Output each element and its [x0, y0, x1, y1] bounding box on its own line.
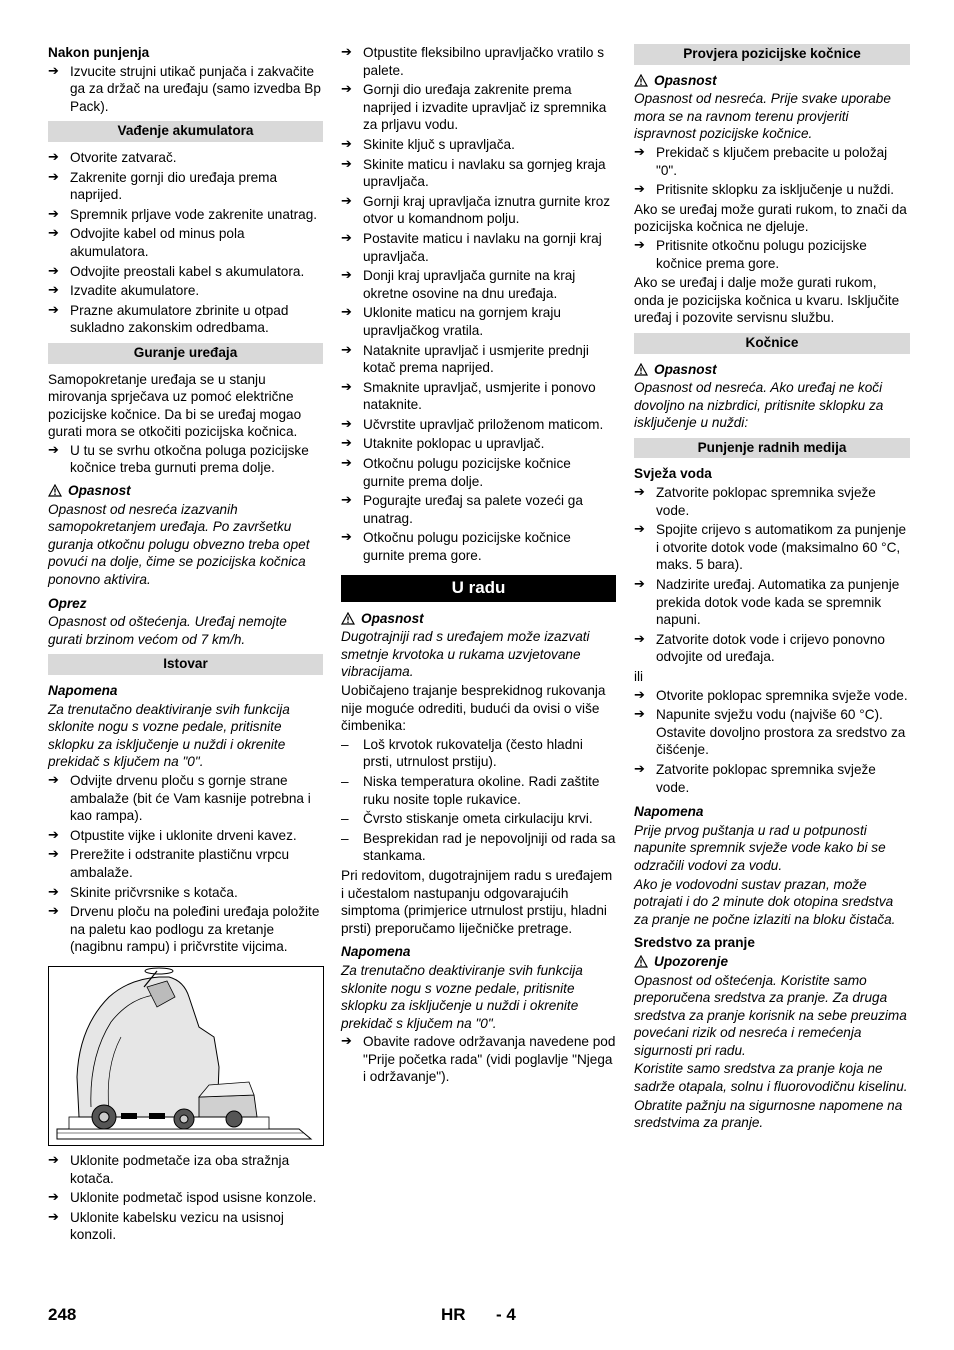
step: ➔ Gornji kraj upravljača iznutra gurnite kroz otvor u komandnom polju.	[341, 193, 616, 228]
column-2	[341, 44, 616, 1088]
step: ➔ Odvojite kabel od minus pola akumulatora.	[48, 225, 323, 260]
step: ➔ Drvenu ploču na poleđini uređaja položite na paletu kao podlogu za kretanje (nagibnu rampu) i pričvrstite vijcima.	[48, 903, 323, 956]
warning-text: Opasnost od nesreća izazvanih samopokretanjem uređaja. Po završetku guranja otkočnu polugu obvezno treba opet povući na dolje, čime se pozicijska kočnica ponovno aktivira.	[48, 501, 310, 588]
step: ➔ Pritisnite otkočnu polugu pozicijske kočnice prema gore.	[634, 237, 910, 272]
step: ➔ Uklonite podmetače iza oba stražnja kotača.	[48, 1152, 323, 1187]
step: ➔ Pritisnite sklopku za isključenje u nuždi.	[634, 181, 910, 199]
step: ➔ Spojite crijevo s automatikom za punjenje i otvorite dotok vode (maksimalno 60 °C, maks. 5 bara).	[634, 521, 910, 574]
step: ➔ Napunite svježu vodu (najviše 60 °C). Ostavite dovoljno prostora za sredstvo za čišćenje.	[634, 706, 910, 759]
warning-triangle-icon	[48, 484, 62, 497]
step: ➔ Otvorite zatvarač.	[48, 149, 323, 167]
section-provjera-pozicijske-kocnice: Provjera pozicijske kočnice	[634, 44, 910, 65]
step: ➔ Postavite maticu i navlaku na gornji kraj upravljača.	[341, 230, 616, 265]
note-label: Napomena	[634, 804, 704, 820]
section-kocnice: Kočnice	[634, 333, 910, 354]
warning-text: Opasnost od nesreća. Ako uređaj ne koči dovoljno na nizbrdici, pritisnite sklopku za isključenje u nuždi:	[634, 380, 884, 431]
step: ➔ Zatvorite dotok vode i crijevo ponovno odvojite od uređaja.	[634, 631, 910, 666]
step: ➔ Otkočnu polugu pozicijske kočnice gurnite prema dolje.	[341, 455, 616, 490]
step: ➔ Prerežite i odstranite plastičnu vrpcu ambalaže.	[48, 846, 323, 881]
step: ➔ Nataknite upravljač i usmjerite prednji kotač prema naprijed.	[341, 342, 616, 377]
step: ➔ Izvadite akumulatore.	[48, 282, 323, 300]
warning-heading	[634, 953, 910, 971]
step: ➔ Otpustite vijke i uklonite drveni kavez.	[48, 827, 323, 845]
warning-heading	[634, 72, 910, 90]
step: ➔ Uklonite podmetač ispod usisne konzole.	[48, 1189, 323, 1207]
step: ➔ U tu se svrhu otkočna poluga pozicijske kočnice treba gurnuti prema dolje.	[48, 442, 323, 477]
warning-label: Opasnost	[68, 483, 131, 499]
subheading-sredstvo-za-pranje: Sredstvo za pranje	[634, 935, 755, 951]
paragraph: Pri redovitom, dugotrajnijem radu s uređajem i učestalom nastupanju odgovarajućih simptoma (primjerice utrnulost prstiju, hladni prsti) preporučamo liječničke pretrage.	[341, 867, 613, 936]
step: ➔ Uklonite kabelsku vezicu na usisnoj konzoli.	[48, 1209, 323, 1244]
step: ➔ Otvorite poklopac spremnika svježe vode.	[634, 687, 910, 705]
paragraph: Ako se uređaj može gurati rukom, to znači da pozicijska kočnica ne djeluje.	[634, 201, 907, 235]
step: ➔ Obavite radove održavanja navedene pod "Prije početka rada" (vidi poglavlje "Njega i održavanje").	[341, 1033, 616, 1086]
section-page-number: - 4	[496, 1305, 516, 1324]
note-label: Napomena	[341, 944, 411, 960]
note-label: Napomena	[48, 683, 118, 698]
paragraph: Ako se uređaj i dalje može gurati rukom, onda je pozicijska kočnica u kvaru. Isključite uređaj i pozovite servisnu službu.	[634, 275, 900, 326]
step: ➔ Otkočnu polugu pozicijske kočnice gurnite prema gore.	[341, 529, 616, 564]
step: ➔ Odvojite preostali kabel s akumulatora.	[48, 263, 323, 281]
step: ➔ Utaknite poklopac u upravljač.	[341, 435, 616, 453]
note-text: Za trenutačno deaktiviranje svih funkcija sklonite nogu s vozne pedale, pritisnite sklopku za isključenje u nuždi i okrenite prekidač s ključem na "0".	[48, 701, 290, 770]
warning-heading	[48, 482, 323, 500]
caution-text: Opasnost od oštećenja. Uređaj nemojte gurati brzinom većom od 7 km/h.	[48, 614, 287, 647]
warning-heading	[634, 361, 910, 379]
chapter-u-radu: U radu	[341, 575, 616, 602]
note-text: Za trenutačno deaktiviranje svih funkcija sklonite nogu s vozne pedale, pritisnite sklopku za isključenje u nuždi i okrenite prekidač s ključem na "0".	[341, 962, 583, 1031]
step: ➔ Zakrenite gornji dio uređaja prema naprijed.	[48, 169, 323, 204]
list-item: – Čvrsto stiskanje ometa cirkulaciju krvi.	[341, 810, 616, 828]
warning-label: Opasnost	[654, 72, 717, 88]
step: ➔ Pogurajte uređaj sa palete vozeći ga unatrag.	[341, 492, 616, 527]
list-item: – Besprekidan rad je nepovoljniji od rada sa stankama.	[341, 830, 616, 865]
step: ➔ Skinite maticu i navlaku sa gornjeg kraja upravljača.	[341, 156, 616, 191]
warning-triangle-icon	[634, 955, 648, 968]
section-istovar: Istovar	[48, 654, 323, 675]
caution-label: Oprez	[48, 595, 87, 611]
page-number: 248	[48, 1305, 77, 1324]
note-text: Prije prvog puštanja u rad u potpunosti napunite spremnik svježe vode kako bi se odzračili vodovi za vodu.	[634, 822, 886, 873]
warning-heading	[341, 610, 616, 628]
paragraph-ili: ili	[634, 669, 644, 684]
warning-text: Opasnost od nesreća. Prije svake uporabe mora se na ravnom terenu provjeriti ispravnost pozicijske kočnice.	[634, 91, 891, 142]
step: ➔ Prazne akumulatore zbrinite u otpad sukladno zakonskim odredbama.	[48, 302, 323, 337]
paragraph: Samopokretanje uređaja se u stanju mirovanja sprječava uz pomoć električne pozicijske kočnice. Da bi se uređaj mogao gurati mora se otkočiti pozicijska kočnica.	[48, 371, 302, 440]
step: ➔ Smaknite upravljač, usmjerite i ponovo nataknite.	[341, 379, 616, 414]
warning-text: Obratite pažnju na sigurnosne napomene na sredstvima za pranje.	[634, 1097, 903, 1131]
warning-text: Dugotrajniji rad s uređajem može izazvati smetnje krvotoka u rukama uzvjetovane vibracijama.	[341, 629, 590, 680]
step: ➔ Odvijte drvenu ploču s gornje strane ambalaže (bit će Vam kasnije potrebna i kao rampa).	[48, 772, 323, 825]
step: ➔ Izvucite strujni utikač punjača i zakvačite ga za držač na uređaju (samo izvedba Bp Pack).	[48, 63, 323, 116]
warning-triangle-icon	[634, 74, 648, 87]
language-code: HR	[441, 1305, 466, 1324]
warning-text: Opasnost od oštećenja. Koristite samo preporučena sredstva za pranje. Za druga sredstva za pranje korisnik na sebe preuzima povećani rizik od nesreća i remećenja sigurnosti pri radu.	[634, 972, 907, 1058]
step: ➔ Nadzirite uređaj. Automatika za punjenje prekida dotok vode kada se spremnik napuni.	[634, 576, 910, 629]
step: ➔ Donji kraj upravljača gurnite na kraj okretne osovine na dnu uređaja.	[341, 267, 616, 302]
warning-text: Koristite samo sredstva za pranje koja ne sadrže otapala, solnu i fluorovodičnu kiselinu.	[634, 1061, 908, 1095]
paragraph: Uobičajeno trajanje besprekidnog rukovanja nije moguće odrediti, budući da ovisi o više čimbenika:	[341, 683, 606, 734]
heading-nakon-punjenja: Nakon punjenja	[48, 45, 150, 60]
section-vadjenje-akumulatora: Vađenje akumulatora	[48, 121, 323, 142]
column-1	[48, 44, 323, 1246]
warning-triangle-icon	[341, 612, 355, 625]
warning-label: Opasnost	[654, 361, 717, 377]
step: ➔ Uklonite maticu na gornjem kraju upravljačkog vratila.	[341, 304, 616, 339]
list-item: – Loš krvotok rukovatelja (često hladni prsti, utrnulost prstiju).	[341, 736, 616, 771]
section-guranje-uredjaja: Guranje uređaja	[48, 343, 323, 364]
section-punjenje-radnih-medija: Punjenje radnih medija	[634, 438, 910, 459]
step: ➔ Prekidač s ključem prebacite u položaj "0".	[634, 144, 910, 179]
warning-label: Upozorenje	[654, 953, 729, 969]
step: ➔ Učvrstite upravljač priloženom maticom.	[341, 416, 616, 434]
note-text: Ako je vodovodni sustav prazan, može potrajati i do 2 minute dok otopina sredstva za pranje ne počne izlaziti na bloku čistača.	[634, 876, 896, 927]
step: ➔ Skinite pričvrsnike s kotača.	[48, 884, 323, 902]
column-3	[634, 44, 910, 1133]
step: ➔ Zatvorite poklopac spremnika svježe vode.	[634, 484, 910, 519]
step: ➔ Spremnik prljave vode zakrenite unatrag.	[48, 206, 323, 224]
machine-on-ramp-figure	[48, 966, 324, 1146]
warning-triangle-icon	[634, 363, 648, 376]
step: ➔ Skinite ključ s upravljača.	[341, 136, 616, 154]
scrubber-drier-illustration	[49, 967, 323, 1145]
step: ➔ Zatvorite poklopac spremnika svježe vode.	[634, 761, 910, 796]
subheading-svjeza-voda: Svježa voda	[634, 466, 712, 482]
step: ➔ Otpustite fleksibilno upravljačko vratilo s palete.	[341, 44, 616, 79]
list-item: – Niska temperatura okoline. Radi zaštite ruku nosite tople rukavice.	[341, 773, 616, 808]
warning-label: Opasnost	[361, 610, 424, 626]
step: ➔ Gornji dio uređaja zakrenite prema naprijed i izvadite upravljač iz spremnika za prljavu vodu.	[341, 81, 616, 134]
